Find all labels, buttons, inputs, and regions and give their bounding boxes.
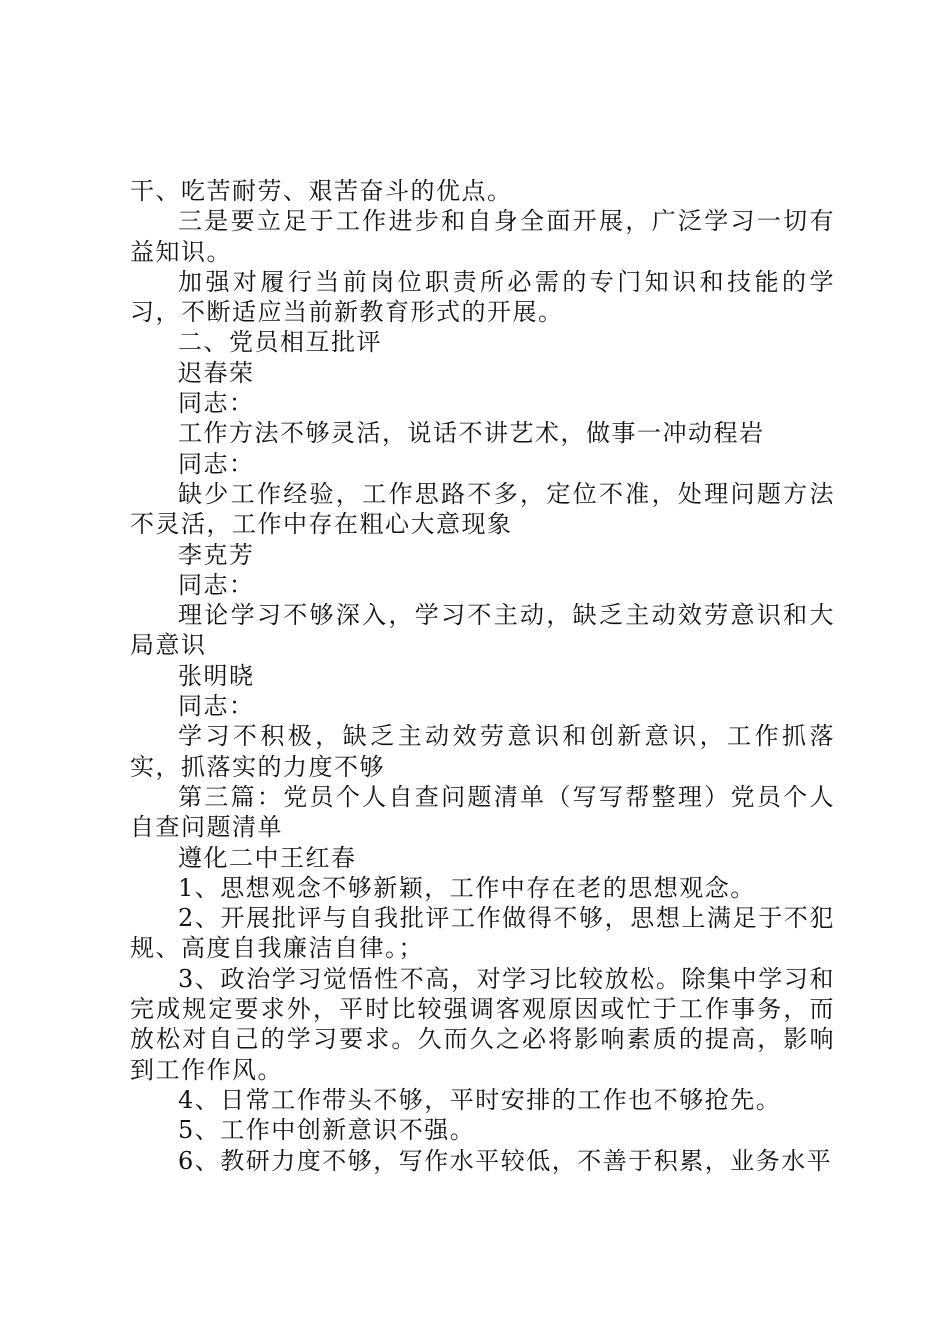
list-item-2: 2、开展批评与自我批评工作做得不够，思想上满足于不犯规、高度自我廉洁自律。；	[130, 904, 835, 963]
critique-3: 理论学习不够深入，学习不主动，缺乏主动效劳意识和大局意识	[130, 601, 835, 660]
document-page	[130, 176, 835, 1176]
comrade-label-3: 同志：	[178, 570, 255, 599]
comrade-label-2: 同志：	[178, 449, 255, 478]
list-item-5: 5、工作中创新意识不强。	[178, 1116, 476, 1145]
person-name-3: 张明晓	[178, 661, 255, 690]
person-name-2: 李克芳	[178, 540, 255, 569]
list-item-6: 6、教研力度不够，写作水平较低，不善于积累，业务水平	[178, 1146, 833, 1175]
comrade-label-1: 同志：	[178, 389, 255, 418]
paragraph-2: 三是要立足于工作进步和自身全面开展，广泛学习一切有益知识。	[130, 207, 835, 266]
critique-1: 工作方法不够灵活，说话不讲艺术，做事一冲动程岩	[178, 419, 765, 448]
list-item-3: 3、政治学习觉悟性不高，对学习比较放松。除集中学习和完成规定要求外，平时比较强调客观原因或忙于工作事务，而放松对自己的学习要求。久而久之必将影响素质的提高，影响到工作作风。	[130, 964, 835, 1084]
chapter-heading-3: 第三篇：党员个人自查问题清单（写写帮整理）党员个人自查问题清单	[130, 782, 835, 842]
section-heading-2: 二、党员相互批评	[178, 328, 382, 357]
critique-2: 缺少工作经验，工作思路不多，定位不准，处理问题方法不灵活，工作中存在粗心大意现象	[130, 479, 835, 539]
paragraph-3: 加强对履行当前岗位职责所必需的专门知识和技能的学习，不断适应当前新教育形式的开展。	[130, 267, 835, 327]
comrade-label-4: 同志：	[178, 692, 255, 721]
list-item-1: 1、思想观念不够新颖，工作中存在老的思想观念。	[178, 873, 756, 902]
person-name-1: 迟春荣	[178, 358, 255, 387]
paragraph-1: 干、吃苦耐劳、艰苦奋斗的优点。	[130, 177, 513, 205]
critique-4: 学习不积极，缺乏主动效劳意识和创新意识，工作抓落实，抓落实的力度不够	[130, 722, 835, 781]
list-item-4: 4、日常工作带头不够，平时安排的工作也不够抢先。	[178, 1085, 782, 1114]
author-line: 遵化二中王红春	[178, 843, 357, 872]
